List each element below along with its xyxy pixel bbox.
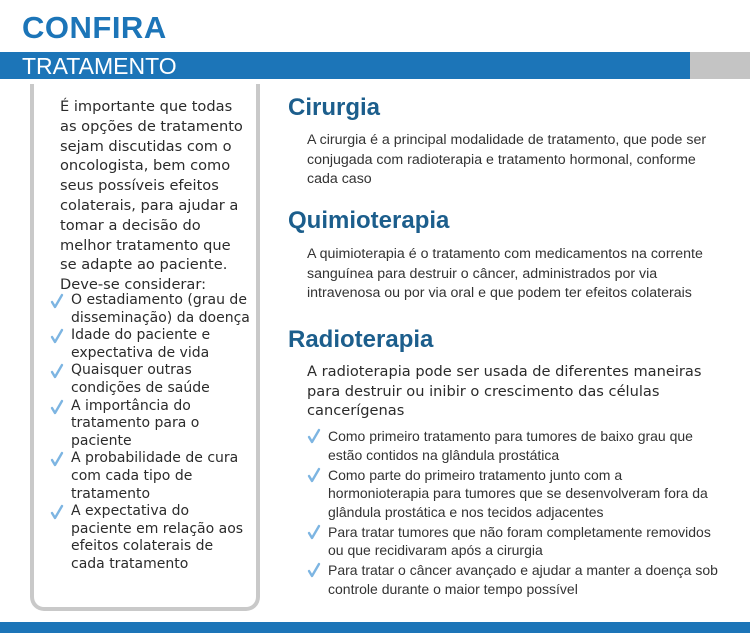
list-item (50, 503, 250, 573)
list-item-label: Como parte do primeiro tratamento junto com a hormonioterapia para tumores que se desenvolveram fora da glândula prostática e nos tecidos adjacentes (328, 466, 708, 520)
list-item-label: Idade do paciente e expectativa de vida (71, 327, 211, 361)
section-text-cirurgia: A cirurgia é a principal modalidade de tratamento, que pode ser conjugada com radioterapia e tratamento hormonal, conforme cada caso (307, 132, 707, 187)
sidebar-list (50, 292, 250, 574)
check-icon (307, 562, 321, 578)
check-icon (307, 467, 321, 483)
section-intro-radioterapia: A radioterapia pode ser usada de diferentes maneiras para destruir ou inibir o crescimento das células cancerígenas (307, 363, 702, 419)
list-item (50, 327, 250, 362)
sidebar-intro: É importante que todas as opções de tratamento sejam discutidas com o oncologista, bem como seus possíveis efeitos colaterais, para ajudar a tomar a decisão do melhor tratamento que se adapte ao paciente. Deve-se considerar: (60, 98, 243, 294)
section-subtitle: TRATAMENTO (22, 53, 177, 79)
check-icon (50, 363, 64, 379)
list-item-label: Para tratar o câncer avançado e ajudar a manter a doença sob controle durante o maior tempo possível (328, 562, 718, 597)
list-item-label: Como primeiro tratamento para tumores de baixo grau que estão contidos na glândula prostática (328, 428, 693, 463)
list-item (50, 398, 250, 451)
section-heading-radioterapia: Radioterapia (288, 326, 434, 353)
check-icon (50, 293, 64, 309)
list-item (307, 561, 727, 598)
list-item-label: A probabilidade de cura com cada tipo de tratamento (71, 450, 239, 502)
list-item-label: Para tratar tumores que não foram completamente removidos ou que recidivaram após a cirurgia (328, 523, 711, 558)
list-item (50, 450, 250, 503)
check-icon (50, 504, 64, 520)
section-heading-quimioterapia: Quimioterapia (288, 207, 450, 234)
section-text-quimioterapia: A quimioterapia é o tratamento com medicamentos na corrente sanguínea para destruir o câncer, administrados por via intravenosa ou por via oral e que podem ter efeitos colaterais (307, 246, 703, 301)
list-item-label: O estadiamento (grau de disseminação) da doença (71, 292, 250, 326)
list-item-label: Quaisquer outras condições de saúde (71, 362, 210, 396)
radioterapia-list (307, 427, 727, 600)
list-item (50, 362, 250, 397)
footer-bar (0, 622, 750, 633)
header-bar (0, 52, 750, 79)
check-icon (50, 328, 64, 344)
list-item-label: A importância do tratamento para o paciente (71, 397, 200, 449)
check-icon (50, 399, 64, 415)
list-item-label: A expectativa do paciente em relação aos efeitos colaterais de cada tratamento (71, 503, 244, 572)
page-title: CONFIRA (22, 10, 167, 45)
check-icon (307, 524, 321, 540)
check-icon (307, 428, 321, 444)
list-item (307, 427, 727, 464)
list-item (50, 292, 250, 327)
list-item (307, 466, 727, 522)
list-item (307, 523, 727, 560)
check-icon (50, 451, 64, 467)
header-bar-gray (690, 52, 750, 79)
section-heading-cirurgia: Cirurgia (288, 94, 381, 121)
